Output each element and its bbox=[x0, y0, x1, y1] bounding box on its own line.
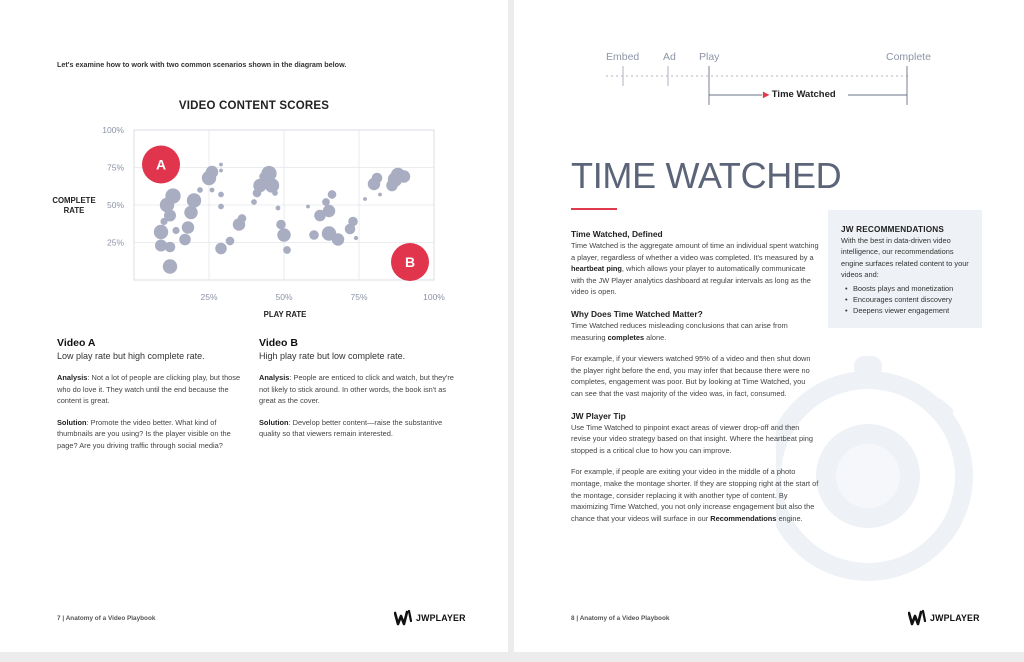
recommendations-sidebar bbox=[828, 210, 982, 328]
page-number: 8 bbox=[571, 615, 575, 622]
bold-run: completes bbox=[607, 332, 645, 342]
bold-run: heartbeat ping bbox=[571, 264, 622, 274]
data-point bbox=[219, 169, 223, 173]
data-point bbox=[348, 217, 358, 227]
sidebar-list bbox=[841, 283, 970, 317]
y-axis-label-line-1: COMPLETE bbox=[52, 196, 96, 205]
marker-b-label: B bbox=[404, 254, 416, 270]
bold-run: Recommendations bbox=[710, 513, 777, 523]
video-a-heading: Video A bbox=[57, 337, 96, 349]
data-point bbox=[276, 206, 281, 211]
analysis-text: : People are enticed to click and watch, but they're not likely to stick around. In other words, the book isn't as great as the cover. bbox=[259, 373, 454, 406]
x-tick-label: 50% bbox=[275, 292, 293, 302]
section-text-defined bbox=[571, 240, 819, 298]
section-text-tip: Use Time Watched to pinpoint exact areas of viewer drop-off and then revise your video strategy based on that insight. Where the heartbeat ping stopped is a critical clue to how you can improve. bbox=[571, 422, 813, 455]
text-run: Time Watched reduces misleading conclusions that can arise from measuring bbox=[571, 320, 788, 342]
data-point bbox=[187, 193, 201, 207]
x-tick-label: 75% bbox=[350, 292, 368, 302]
data-point bbox=[323, 205, 335, 217]
left-page bbox=[0, 0, 508, 652]
y-tick-label: 50% bbox=[106, 200, 124, 210]
intro-text: Let's examine how to work with two common scenarios shown in the diagram below. bbox=[57, 60, 347, 69]
data-point bbox=[164, 210, 176, 222]
data-point bbox=[197, 187, 203, 193]
red-arrow-icon: ▶ bbox=[763, 90, 770, 99]
text-run: , which allows your player to automatically communicate with the JW Player analytics dashboard at regular intervals as long as the video is open. bbox=[571, 264, 811, 297]
data-point bbox=[184, 206, 197, 219]
jw-logo-icon bbox=[908, 609, 928, 627]
section-heading-defined: Time Watched, Defined bbox=[571, 229, 663, 239]
video-b-solution bbox=[259, 417, 454, 440]
data-point bbox=[322, 198, 330, 206]
page-title: TIME WATCHED bbox=[571, 155, 842, 196]
data-point bbox=[165, 188, 180, 203]
jwplayer-logo bbox=[394, 609, 466, 627]
jwplayer-logo bbox=[908, 609, 980, 627]
y-axis-label bbox=[48, 196, 100, 216]
data-point bbox=[372, 173, 383, 184]
page-number: 7 bbox=[57, 615, 61, 622]
data-point bbox=[309, 230, 319, 240]
video-a-solution bbox=[57, 417, 252, 452]
timeline-label-ad: Ad bbox=[663, 51, 676, 63]
solution-label: Solution bbox=[259, 417, 289, 427]
data-point bbox=[378, 193, 382, 197]
data-point bbox=[172, 227, 179, 234]
data-point bbox=[277, 228, 290, 241]
video-b-heading: Video B bbox=[259, 337, 298, 349]
x-axis-label: PLAY RATE bbox=[263, 310, 307, 319]
data-point bbox=[354, 236, 358, 240]
data-point bbox=[251, 199, 257, 205]
data-point bbox=[398, 170, 410, 182]
data-point bbox=[332, 233, 344, 245]
video-b-analysis bbox=[259, 372, 454, 407]
text-run: Time Watched is the aggregate amount of time an individual spent watching a player, regardless of whether a video was completed. It's measured by a bbox=[571, 241, 819, 262]
logo-text: JWPLAYER bbox=[930, 613, 980, 623]
body-column bbox=[571, 228, 819, 534]
y-axis-label-line-2: RATE bbox=[63, 206, 85, 215]
data-point bbox=[218, 204, 224, 210]
text-run: For example, if people are exiting your video in the middle of a photo montage, make the montage shorter. If they are stopping right at the start of the montage, consider replacing it with another type of content. By maximizing Time Watched, you not only increase engagement but also the chance that your videos will surface in our bbox=[571, 467, 819, 523]
x-tick-label: 100% bbox=[423, 292, 445, 302]
data-point bbox=[182, 221, 194, 233]
video-b-column bbox=[259, 337, 454, 450]
page-footer-left bbox=[57, 615, 155, 622]
data-point bbox=[219, 163, 223, 167]
y-tick-label: 25% bbox=[106, 237, 124, 248]
title-divider bbox=[571, 208, 617, 210]
video-a-column bbox=[57, 337, 252, 462]
time-watched-marker bbox=[763, 89, 836, 100]
data-point bbox=[306, 205, 310, 209]
jw-logo-icon bbox=[394, 609, 414, 627]
section-heading-why: Why Does Time Watched Matter? bbox=[571, 308, 703, 319]
chart-title: VIDEO CONTENT SCORES bbox=[178, 100, 330, 112]
marker-a-label: A bbox=[155, 156, 167, 173]
data-point bbox=[210, 188, 215, 193]
data-point bbox=[165, 242, 176, 253]
data-point bbox=[283, 246, 291, 254]
text-run: engine. bbox=[776, 513, 803, 523]
data-point bbox=[276, 220, 286, 230]
footer-title: Anatomy of a Video Playbook bbox=[579, 615, 670, 622]
x-tick-label: 25% bbox=[200, 292, 218, 302]
page-footer-right bbox=[571, 615, 669, 622]
timeline-label-complete: Complete bbox=[886, 51, 931, 63]
analysis-label: Analysis bbox=[57, 373, 88, 382]
section-heading-tip: JW Player Tip bbox=[571, 410, 626, 421]
sidebar-list-item: • Deepens viewer engagement bbox=[841, 305, 970, 316]
data-point bbox=[238, 214, 247, 223]
sidebar-list-item: • Boosts plays and monetization bbox=[841, 283, 970, 294]
sidebar-heading: JW RECOMMENDATIONS bbox=[841, 225, 945, 234]
section-text-tip-2 bbox=[571, 466, 819, 524]
y-tick-label: 100% bbox=[102, 125, 124, 135]
sidebar-text: With the best in data-driven video intelligence, our recommendations engine surfaces related content to your videos and: bbox=[841, 236, 969, 280]
data-point bbox=[272, 190, 278, 196]
y-tick-label: 75% bbox=[106, 162, 124, 173]
timeline-label-embed: Embed bbox=[606, 51, 640, 63]
timeline-label-play: Play bbox=[699, 51, 720, 63]
data-point bbox=[363, 197, 367, 201]
text-run: alone. bbox=[644, 332, 667, 342]
data-point bbox=[163, 259, 177, 273]
analysis-label: Analysis bbox=[259, 373, 290, 382]
data-point bbox=[215, 243, 227, 255]
data-point bbox=[206, 166, 218, 178]
logo-text: JWPLAYER bbox=[416, 613, 466, 623]
solution-text: : Promote the video better. What kind of thumbnails are you using? Is the player visible on the page? Are you driving traffic through social media? bbox=[57, 417, 231, 450]
sidebar-list-item: • Encourages content discovery bbox=[841, 294, 970, 305]
data-point bbox=[154, 225, 168, 239]
analysis-text: : Not a lot of people are clicking play, but those who do love it. They watch until the end because the content is great. bbox=[57, 373, 241, 406]
data-point bbox=[226, 237, 235, 246]
section-text-why-2: For example, if your viewers watched 95% of a video and then shut down the player right before the end, you may infer that because there were no completes, engagement was poor. But by looking at Time Watched, you can see that the vast majority of the video was, in fact, consumed. bbox=[571, 354, 811, 398]
section-text-why bbox=[571, 320, 819, 343]
data-point bbox=[265, 178, 279, 192]
footer-title: Anatomy of a Video Playbook bbox=[65, 615, 156, 622]
data-point bbox=[218, 192, 224, 198]
footer-separator: | bbox=[62, 615, 65, 622]
time-watched-marker-label: Time Watched bbox=[771, 89, 836, 100]
scatter-chart bbox=[0, 0, 508, 330]
video-a-subheading: Low play rate but high complete rate. bbox=[57, 351, 205, 361]
solution-text: : Develop better content—raise the substantive quality so that viewers remain interested. bbox=[259, 417, 443, 439]
solution-label: Solution bbox=[57, 417, 87, 427]
data-point bbox=[179, 234, 191, 246]
right-page bbox=[514, 0, 1024, 652]
video-b-subheading: High play rate but low complete rate. bbox=[259, 351, 406, 361]
video-a-analysis bbox=[57, 372, 252, 407]
footer-separator: | bbox=[576, 615, 579, 622]
data-point bbox=[328, 190, 337, 199]
